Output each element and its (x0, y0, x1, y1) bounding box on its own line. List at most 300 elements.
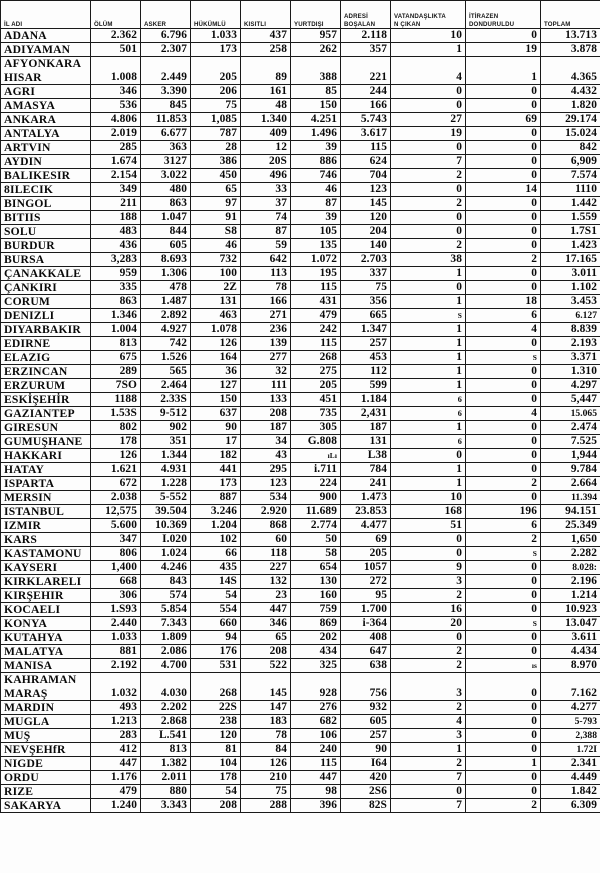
data-cell-vatandasliktan-cikan: 51 (391, 519, 466, 533)
data-cell-hukumlu: 131 (191, 295, 241, 309)
column-header-line: ASKER (144, 20, 167, 28)
data-cell-adresi-bosalan: 120 (341, 211, 391, 225)
header-row (1, 1, 600, 29)
table-row (1, 155, 600, 169)
data-cell-kisitli: 187 (241, 421, 291, 435)
data-cell-adresi-bosalan: 205 (341, 547, 391, 561)
data-cell-itirazen-donduruldu: 6 (466, 519, 541, 533)
data-cell-vatandasliktan-cikan: 6 (391, 393, 466, 407)
data-cell-itirazen-donduruldu: 0 (466, 589, 541, 603)
data-cell-itirazen-donduruldu: S (466, 351, 541, 365)
data-cell-hukumlu: 268 (191, 673, 241, 701)
data-cell-itirazen-donduruldu: 0 (466, 645, 541, 659)
data-cell-hukumlu: 97 (191, 197, 241, 211)
data-cell-vatandasliktan-cikan: 1 (391, 379, 466, 393)
data-cell-toplam: 4.432 (541, 85, 600, 99)
data-cell-hukumlu: 2Z (191, 281, 241, 295)
table-row (1, 659, 600, 673)
data-cell-yurtdisi: 396 (291, 799, 341, 813)
column-header-line: BOŞALAN (344, 20, 376, 28)
data-cell-kisitli: 166 (241, 295, 291, 309)
data-cell-kisitli: 868 (241, 519, 291, 533)
data-cell-asker: 2.011 (141, 771, 191, 785)
data-cell-vatandasliktan-cikan: 2 (391, 589, 466, 603)
data-cell-toplam: 13.047 (541, 617, 600, 631)
data-cell-asker: 2.33S (141, 393, 191, 407)
data-cell-olum: 2.154 (91, 169, 141, 183)
data-cell-toplam: 25.349 (541, 519, 600, 533)
table-row (1, 561, 600, 575)
data-cell-olum: 2.192 (91, 659, 141, 673)
data-cell-adresi-bosalan: 115 (341, 141, 391, 155)
data-cell-olum: 1.032 (91, 673, 141, 701)
data-cell-asker: 2.202 (141, 701, 191, 715)
province-name-cell: KAHRAMANMARAŞ (1, 673, 91, 701)
data-cell-vatandasliktan-cikan: 2 (391, 757, 466, 771)
data-cell-itirazen-donduruldu: 18 (466, 295, 541, 309)
data-cell-yurtdisi: 886 (291, 155, 341, 169)
data-cell-vatandasliktan-cikan: 1 (391, 295, 466, 309)
data-cell-olum: 1,400 (91, 561, 141, 575)
data-cell-toplam: 17.165 (541, 253, 600, 267)
data-cell-yurtdisi: 202 (291, 631, 341, 645)
data-cell-hukumlu: 54 (191, 785, 241, 799)
data-cell-asker: 10.369 (141, 519, 191, 533)
column-header-line: KISITLI (244, 20, 267, 28)
data-cell-kisitli: 133 (241, 393, 291, 407)
data-cell-yurtdisi: 58 (291, 547, 341, 561)
province-name-cell: AYDIN (1, 155, 91, 169)
data-cell-kisitli: 20S (241, 155, 291, 169)
data-cell-olum: 283 (91, 729, 141, 743)
data-cell-hukumlu: 46 (191, 239, 241, 253)
province-name-cell: BURDUR (1, 239, 91, 253)
data-cell-yurtdisi: 431 (291, 295, 341, 309)
data-cell-vatandasliktan-cikan: 1 (391, 351, 466, 365)
data-cell-asker: 1.344 (141, 449, 191, 463)
province-name-cell: GIRESUN (1, 421, 91, 435)
data-cell-yurtdisi: 746 (291, 169, 341, 183)
data-cell-itirazen-donduruldu: 0 (466, 211, 541, 225)
data-cell-yurtdisi: 205 (291, 379, 341, 393)
column-header-line: TOPLAM (544, 20, 571, 28)
province-name-cell: AMASYA (1, 99, 91, 113)
data-cell-asker: 6.796 (141, 29, 191, 43)
data-cell-itirazen-donduruldu: 0 (466, 491, 541, 505)
province-name-cell: KIRKLARELI (1, 575, 91, 589)
data-cell-toplam: 6.127 (541, 309, 600, 323)
data-cell-hukumlu: 1.078 (191, 323, 241, 337)
data-cell-adresi-bosalan: 2.703 (341, 253, 391, 267)
province-name-cell: ELAZIG (1, 351, 91, 365)
data-cell-olum: 493 (91, 701, 141, 715)
data-cell-olum: 1.S93 (91, 603, 141, 617)
data-cell-olum: 7SO (91, 379, 141, 393)
province-name-cell: ADIYAMAN (1, 43, 91, 57)
data-cell-yurtdisi: 1.496 (291, 127, 341, 141)
data-cell-kisitli: 75 (241, 785, 291, 799)
data-cell-itirazen-donduruldu: 0 (466, 85, 541, 99)
data-cell-toplam: 94.151 (541, 505, 600, 519)
data-cell-asker: 813 (141, 743, 191, 757)
data-cell-vatandasliktan-cikan: 2 (391, 197, 466, 211)
data-cell-hukumlu: 66 (191, 547, 241, 561)
data-cell-itirazen-donduruldu: 0 (466, 379, 541, 393)
table-row (1, 183, 600, 197)
data-cell-itirazen-donduruldu: 2 (466, 477, 541, 491)
data-cell-itirazen-donduruldu: 19 (466, 43, 541, 57)
data-cell-adresi-bosalan: 756 (341, 673, 391, 701)
province-name-cell: DIYARBAKIR (1, 323, 91, 337)
data-cell-yurtdisi: 262 (291, 43, 341, 57)
data-cell-itirazen-donduruldu: 1 (466, 757, 541, 771)
data-cell-hukumlu: 887 (191, 491, 241, 505)
data-cell-yurtdisi: 268 (291, 351, 341, 365)
data-cell-asker: 574 (141, 589, 191, 603)
data-cell-vatandasliktan-cikan: 1 (391, 477, 466, 491)
data-cell-kisitli: 23 (241, 589, 291, 603)
data-cell-vatandasliktan-cikan: 1 (391, 743, 466, 757)
data-cell-olum: 806 (91, 547, 141, 561)
data-cell-olum: 3,283 (91, 253, 141, 267)
province-name-cell: 8ILECIK (1, 183, 91, 197)
data-cell-adresi-bosalan: 624 (341, 155, 391, 169)
data-cell-asker: 4.927 (141, 323, 191, 337)
table-row (1, 673, 600, 701)
data-cell-kisitli: 113 (241, 267, 291, 281)
data-cell-olum: 306 (91, 589, 141, 603)
data-cell-itirazen-donduruldu: 4 (466, 407, 541, 421)
data-cell-itirazen-donduruldu: 0 (466, 729, 541, 743)
data-cell-itirazen-donduruldu: 4 (466, 323, 541, 337)
data-cell-vatandasliktan-cikan: 2 (391, 239, 466, 253)
data-cell-hukumlu: 1.033 (191, 29, 241, 43)
data-cell-asker: 1.228 (141, 477, 191, 491)
data-cell-itirazen-donduruldu: 0 (466, 435, 541, 449)
province-name-cell: ISTANBUL (1, 505, 91, 519)
data-cell-asker: 8.693 (141, 253, 191, 267)
province-name-cell: ERZURUM (1, 379, 91, 393)
data-cell-itirazen-donduruldu: 0 (466, 743, 541, 757)
data-cell-kisitli: 642 (241, 253, 291, 267)
data-cell-hukumlu: 450 (191, 169, 241, 183)
data-cell-yurtdisi: 869 (291, 617, 341, 631)
table-row (1, 547, 600, 561)
data-cell-toplam: 1.102 (541, 281, 600, 295)
data-cell-toplam: 1.7S1 (541, 225, 600, 239)
data-cell-hukumlu: 238 (191, 715, 241, 729)
data-cell-itirazen-donduruldu: 69 (466, 113, 541, 127)
data-cell-vatandasliktan-cikan: 1 (391, 463, 466, 477)
data-cell-hukumlu: 441 (191, 463, 241, 477)
data-cell-adresi-bosalan: 204 (341, 225, 391, 239)
column-header-line: YURTDIŞI (294, 20, 324, 28)
province-name-cell: DENIZLI (1, 309, 91, 323)
data-cell-vatandasliktan-cikan: 1 (391, 323, 466, 337)
province-name-cell: KUTAHYA (1, 631, 91, 645)
data-cell-toplam: 8.970 (541, 659, 600, 673)
data-cell-yurtdisi: 115 (291, 281, 341, 295)
data-cell-kisitli: 78 (241, 729, 291, 743)
data-cell-vatandasliktan-cikan: 0 (391, 211, 466, 225)
data-cell-vatandasliktan-cikan: 0 (391, 85, 466, 99)
data-cell-kisitli: 89 (241, 57, 291, 85)
data-cell-olum: 436 (91, 239, 141, 253)
data-cell-toplam: 15.024 (541, 127, 600, 141)
data-cell-adresi-bosalan: 112 (341, 365, 391, 379)
data-cell-asker: I.020 (141, 533, 191, 547)
data-cell-kisitli: 12 (241, 141, 291, 155)
data-cell-itirazen-donduruldu: 0 (466, 561, 541, 575)
data-cell-vatandasliktan-cikan: 0 (391, 631, 466, 645)
data-cell-hukumlu: 100 (191, 267, 241, 281)
data-cell-yurtdisi: 434 (291, 645, 341, 659)
data-cell-toplam: 2.341 (541, 757, 600, 771)
data-cell-asker: 11.853 (141, 113, 191, 127)
data-cell-yurtdisi: 735 (291, 407, 341, 421)
data-cell-asker: 605 (141, 239, 191, 253)
data-cell-asker: 363 (141, 141, 191, 155)
data-cell-adresi-bosalan: 244 (341, 85, 391, 99)
data-cell-yurtdisi: 479 (291, 309, 341, 323)
data-cell-vatandasliktan-cikan: 0 (391, 281, 466, 295)
data-cell-kisitli: 87 (241, 225, 291, 239)
data-cell-olum: 1.004 (91, 323, 141, 337)
data-cell-asker: 5.854 (141, 603, 191, 617)
table-row (1, 225, 600, 239)
data-cell-itirazen-donduruldu: 2 (466, 533, 541, 547)
data-cell-itirazen-donduruldu: 14 (466, 183, 541, 197)
data-cell-vatandasliktan-cikan: 2 (391, 659, 466, 673)
data-cell-kisitli: 522 (241, 659, 291, 673)
table-row (1, 701, 600, 715)
data-cell-olum: 1.008 (91, 57, 141, 85)
data-cell-itirazen-donduruldu: 0 (466, 771, 541, 785)
data-cell-olum: 289 (91, 365, 141, 379)
table-row (1, 57, 600, 85)
data-cell-toplam: 2.196 (541, 575, 600, 589)
table-row (1, 645, 600, 659)
data-cell-yurtdisi: 451 (291, 393, 341, 407)
data-cell-vatandasliktan-cikan: 1 (391, 365, 466, 379)
data-cell-hukumlu: 22S (191, 701, 241, 715)
table-row (1, 505, 600, 519)
data-cell-hukumlu: 176 (191, 645, 241, 659)
data-cell-yurtdisi: 135 (291, 239, 341, 253)
column-header-line: DONDURULDU (469, 20, 515, 28)
data-cell-adresi-bosalan: 2S6 (341, 785, 391, 799)
data-cell-asker: 742 (141, 337, 191, 351)
table-row (1, 99, 600, 113)
data-cell-vatandasliktan-cikan: 0 (391, 533, 466, 547)
data-cell-yurtdisi: 1.072 (291, 253, 341, 267)
province-name-cell: BINGOL (1, 197, 91, 211)
data-cell-toplam: 1.423 (541, 239, 600, 253)
data-cell-hukumlu: 14S (191, 575, 241, 589)
data-cell-adresi-bosalan: 257 (341, 337, 391, 351)
data-cell-itirazen-donduruldu: 0 (466, 239, 541, 253)
data-cell-vatandasliktan-cikan: 3 (391, 575, 466, 589)
data-cell-toplam: 7.525 (541, 435, 600, 449)
data-cell-kisitli: 65 (241, 631, 291, 645)
data-cell-kisitli: 288 (241, 799, 291, 813)
data-cell-adresi-bosalan: 784 (341, 463, 391, 477)
data-cell-olum: 881 (91, 645, 141, 659)
data-cell-toplam: 1.214 (541, 589, 600, 603)
data-cell-itirazen-donduruldu: ıs (466, 659, 541, 673)
data-cell-adresi-bosalan: 638 (341, 659, 391, 673)
data-cell-adresi-bosalan: 337 (341, 267, 391, 281)
province-name-cell: KARS (1, 533, 91, 547)
table-header (1, 1, 600, 29)
data-cell-adresi-bosalan: 145 (341, 197, 391, 211)
data-cell-adresi-bosalan: 1.473 (341, 491, 391, 505)
table-row (1, 43, 600, 57)
data-cell-asker: 39.504 (141, 505, 191, 519)
table-row (1, 407, 600, 421)
data-cell-hukumlu: 1,085 (191, 113, 241, 127)
data-cell-yurtdisi: 195 (291, 267, 341, 281)
table-row (1, 337, 600, 351)
data-cell-hukumlu: 102 (191, 533, 241, 547)
data-cell-asker: 1.487 (141, 295, 191, 309)
data-cell-toplam: 9.784 (541, 463, 600, 477)
data-cell-adresi-bosalan: 420 (341, 771, 391, 785)
province-name-cell: AFYONKARAHISAR (1, 57, 91, 85)
province-name-cell: ERZINCAN (1, 365, 91, 379)
data-cell-yurtdisi: 106 (291, 729, 341, 743)
data-cell-yurtdisi: 900 (291, 491, 341, 505)
data-cell-asker: 844 (141, 225, 191, 239)
data-cell-itirazen-donduruldu: 0 (466, 337, 541, 351)
data-cell-kisitli: 59 (241, 239, 291, 253)
table-row (1, 267, 600, 281)
data-cell-yurtdisi: 242 (291, 323, 341, 337)
data-cell-asker: 2.464 (141, 379, 191, 393)
data-cell-olum: 12,575 (91, 505, 141, 519)
data-cell-olum: 211 (91, 197, 141, 211)
data-cell-hukumlu: 554 (191, 603, 241, 617)
data-cell-asker: 3.022 (141, 169, 191, 183)
data-cell-itirazen-donduruldu: 0 (466, 267, 541, 281)
data-cell-asker: 478 (141, 281, 191, 295)
table-row (1, 379, 600, 393)
data-cell-itirazen-donduruldu: 0 (466, 421, 541, 435)
data-cell-toplam: 2.282 (541, 547, 600, 561)
data-cell-vatandasliktan-cikan: 1 (391, 43, 466, 57)
data-cell-olum: 1188 (91, 393, 141, 407)
table-row (1, 253, 600, 267)
province-name-cell: MARDIN (1, 701, 91, 715)
column-header-vatandasliktan-cikan (391, 1, 466, 29)
data-cell-toplam: 1.72I (541, 743, 600, 757)
data-cell-toplam: 8.028: (541, 561, 600, 575)
table-row (1, 799, 600, 813)
data-cell-hukumlu: 173 (191, 43, 241, 57)
data-cell-itirazen-donduruldu: 0 (466, 365, 541, 379)
data-cell-asker: 4.030 (141, 673, 191, 701)
province-name-cell: BURSA (1, 253, 91, 267)
table-row (1, 309, 600, 323)
table-row (1, 85, 600, 99)
data-cell-itirazen-donduruldu: 0 (466, 715, 541, 729)
table-row (1, 603, 600, 617)
province-name-cell: ANKARA (1, 113, 91, 127)
data-cell-asker: 1.047 (141, 211, 191, 225)
data-cell-asker: 4.246 (141, 561, 191, 575)
data-cell-hukumlu: 660 (191, 617, 241, 631)
data-cell-toplam: 1,650 (541, 533, 600, 547)
data-cell-kisitli: 132 (241, 575, 291, 589)
data-cell-adresi-bosalan: 4.477 (341, 519, 391, 533)
data-cell-kisitli: 183 (241, 715, 291, 729)
data-cell-asker: 3.390 (141, 85, 191, 99)
data-cell-vatandasliktan-cikan: 0 (391, 547, 466, 561)
data-cell-adresi-bosalan: 1.700 (341, 603, 391, 617)
table-row (1, 169, 600, 183)
data-cell-yurtdisi: 39 (291, 211, 341, 225)
data-cell-toplam: 6,909 (541, 155, 600, 169)
province-name-cell: CORUM (1, 295, 91, 309)
province-name-cell: RIZE (1, 785, 91, 799)
data-cell-toplam: 3.611 (541, 631, 600, 645)
data-cell-asker: 6.677 (141, 127, 191, 141)
data-cell-asker: 2.086 (141, 645, 191, 659)
data-cell-olum: 1.53S (91, 407, 141, 421)
province-name-cell: ORDU (1, 771, 91, 785)
table-row (1, 771, 600, 785)
data-cell-asker: 2.307 (141, 43, 191, 57)
data-cell-asker: 351 (141, 435, 191, 449)
column-header-yurtdisi (291, 1, 341, 29)
data-cell-toplam: 4.449 (541, 771, 600, 785)
data-cell-hukumlu: 104 (191, 757, 241, 771)
data-cell-hukumlu: 17 (191, 435, 241, 449)
province-name-cell: MUGLA (1, 715, 91, 729)
data-cell-adresi-bosalan: 123 (341, 183, 391, 197)
data-cell-yurtdisi: 115 (291, 757, 341, 771)
data-cell-kisitli: 84 (241, 743, 291, 757)
data-cell-vatandasliktan-cikan: 0 (391, 99, 466, 113)
data-cell-hukumlu: 178 (191, 771, 241, 785)
data-cell-olum: 5.600 (91, 519, 141, 533)
data-cell-adresi-bosalan: 2.118 (341, 29, 391, 43)
data-cell-kisitli: 78 (241, 281, 291, 295)
data-cell-adresi-bosalan: I64 (341, 757, 391, 771)
data-cell-hukumlu: 531 (191, 659, 241, 673)
data-cell-itirazen-donduruldu: 0 (466, 393, 541, 407)
data-cell-olum: 501 (91, 43, 141, 57)
data-cell-hukumlu: 732 (191, 253, 241, 267)
data-cell-vatandasliktan-cikan: 16 (391, 603, 466, 617)
data-cell-olum: 1.346 (91, 309, 141, 323)
data-cell-itirazen-donduruldu: 0 (466, 575, 541, 589)
data-cell-hukumlu: 1.204 (191, 519, 241, 533)
province-name-cell: BITIIS (1, 211, 91, 225)
data-cell-asker: 1.526 (141, 351, 191, 365)
data-cell-vatandasliktan-cikan: 27 (391, 113, 466, 127)
province-name-cell: GUMUŞHANE (1, 435, 91, 449)
province-name-cell: SOLU (1, 225, 91, 239)
data-cell-hukumlu: 90 (191, 421, 241, 435)
data-cell-adresi-bosalan: 82S (341, 799, 391, 813)
data-cell-asker: 7.343 (141, 617, 191, 631)
data-cell-itirazen-donduruldu: 0 (466, 29, 541, 43)
data-cell-asker: 2.892 (141, 309, 191, 323)
data-cell-hukumlu: 81 (191, 743, 241, 757)
data-cell-yurtdisi: 224 (291, 477, 341, 491)
data-cell-vatandasliktan-cikan: 0 (391, 141, 466, 155)
